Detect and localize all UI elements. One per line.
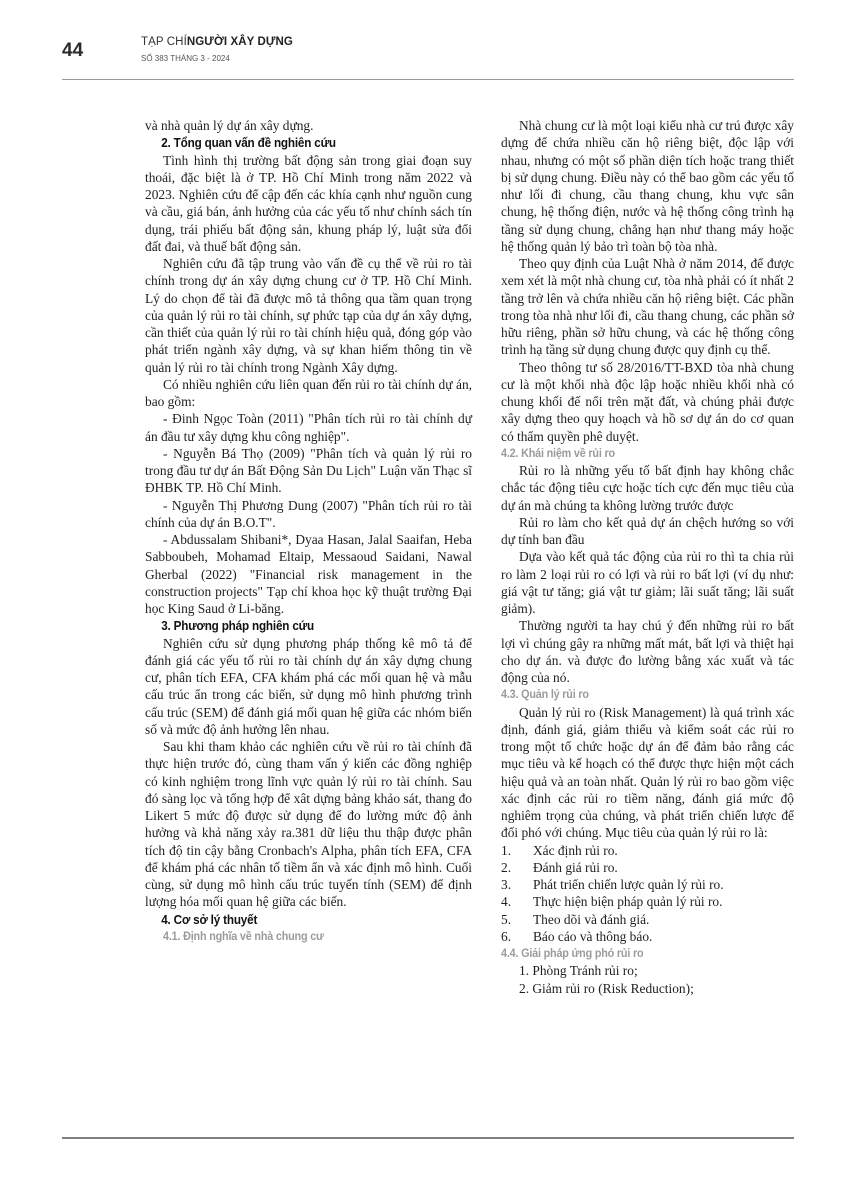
footer-divider bbox=[62, 1137, 794, 1139]
reference-item: - Đinh Ngọc Toàn (2011) "Phân tích rủi ro tài chính dự án đầu tư xây dựng khu công nghiệp". bbox=[145, 411, 472, 444]
paragraph: Rủi ro làm cho kết quả dự án chệch hướng so với dự tính ban đầu bbox=[501, 514, 794, 547]
journal-issue: SỐ 383 THÁNG 3 - 2024 bbox=[141, 54, 230, 63]
paragraph: Nhà chung cư là một loại kiểu nhà cư trú được xây dựng để chứa nhiều căn hộ riêng biệt, độc lập với nhau, nhưng có một số phần diện tích hoặc trang thiết bị sử dụng chung. Điều này có thể bao gồm các yếu tố như lối đi chung, cầu thang chung, khu vực sân chung, hệ thống điện, nước và hệ thống công trình hạ tầng sử dụng chung, chẳng hạn như thang máy hoặc hệ thống quản lý bảo trì toàn bộ tòa nhà. bbox=[501, 118, 794, 254]
journal-title bbox=[141, 36, 293, 48]
list-text: Theo dõi và đánh giá. bbox=[533, 911, 650, 927]
section-heading-method: 3. Phương pháp nghiên cứu bbox=[161, 618, 314, 634]
risk-objectives-list bbox=[501, 842, 794, 946]
solution-item: 2. Giảm rủi ro (Risk Reduction); bbox=[519, 980, 694, 996]
reference-item: - Abdussalam Shibani*, Dyaa Hasan, Jalal Saaifan, Heba Sabboubeh, Mohamad Eltaip, Messaoud Saidani, Nawal Gherbal (2022) "Financial risk management in the construction projects" Tạp chí khoa học kỹ thuật trường Đại học King Saud ở Li-băng. bbox=[145, 532, 472, 616]
subsection-heading-4-2: 4.2. Khái niệm về rủi ro bbox=[501, 445, 615, 460]
paragraph: Nghiên cứu sử dụng phương pháp thống kê mô tả để đánh giá các yếu tố rủi ro tài chính dự án xây dựng chung cư, phân tích EFA, CFA khám phá các mối quan hệ và mẫu cấu trúc ẩn trong các biến, sử dụng mô hình phương trình cấu trúc (SEM) để đánh giá mối quan hệ giữa các nhóm biến số và mức độ ảnh hưởng lên nhau. bbox=[145, 635, 472, 737]
list-number: 3. bbox=[501, 877, 512, 892]
reference-item: - Nguyễn Thị Phương Dung (2007) "Phân tích rủi ro tài chính của dự án B.O.T". bbox=[145, 497, 472, 530]
paragraph: và nhà quản lý dự án xây dựng. bbox=[145, 118, 314, 133]
subsection-heading-4-3: 4.3. Quản lý rủi ro bbox=[501, 687, 589, 702]
section-heading-theory: 4. Cơ sở lý thuyết bbox=[161, 911, 258, 927]
right-column bbox=[501, 117, 794, 997]
paragraph: Theo thông tư số 28/2016/TT-BXD tòa nhà chung cư là một khối nhà độc lập hoặc nhiều khối nhà có chung khối đế nổi trên mặt đất, và chúng phải được xây dựng theo quy hoạch và hồ sơ dự án do cơ quan có thẩm quyền phê duyệt. bbox=[501, 359, 794, 444]
paragraph: Tình hình thị trường bất động sản trong giai đoạn suy thoái, đặc biệt là ở TP. Hồ Chí Minh trong năm 2022 và 2023. Nghiên cứu để cập đến các khía cạnh như nguồn cung và cầu, giá bán, ảnh hưởng của các yếu tố như chính sách tín dụng, trái phiếu bất động sản, khung pháp lý, luật sửa đổi đất đai, và thuế bất động sản. bbox=[145, 152, 472, 254]
paragraph: Thường người ta hay chú ý đến những rủi ro bất lợi vì chúng gây ra những mất mát, bất lợi và thiệt hại cho dự án. và được đo lường bằng xác xuất và tác động của nó. bbox=[501, 618, 794, 685]
list-number: 1. bbox=[501, 842, 512, 858]
journal-prefix: TẠP CHÍ bbox=[141, 36, 187, 48]
header-divider bbox=[62, 79, 794, 80]
subsection-heading-4-1: 4.1. Định nghĩa về nhà chung cư bbox=[163, 928, 324, 943]
solution-item: 1. Phòng Tránh rủi ro; bbox=[519, 963, 638, 979]
list-number: 2. bbox=[501, 859, 512, 875]
list-item bbox=[501, 842, 794, 859]
paragraph: Sau khi tham khảo các nghiên cứu về rủi ro tài chính đã thực hiện trước đó, cùng tham vấn ý kiến các đồng nghiệp có kinh nghiệm trong lĩnh vực quản lý rủi ro tài chính. Sau đó sàng lọc và tổng hợp để xât dựng bảng khảo sát, thang đo Likert 5 mức độ được sử dụng để đo lường mức độ ảnh hưởng và khả năng xảy ra.381 dữ liệu thu thập được phân tích độ tin cậy bằng Cronbach's Alpha, phân tích EFA, CFA để khám phá các nhân tố tiềm ẩn và xác định mô hình. Cuối cùng, sử dụng mô hình cấu trúc tuyến tính (SEM) để định lượng hóa mối quan hệ giữa các biến. bbox=[145, 739, 472, 910]
reference-item: - Nguyễn Bá Thọ (2009) "Phân tích và quản lý rủi ro trong đầu tư dự án Bất Động Sản Du Lịch" Luận văn Thạc sĩ ĐHBK TP. Hồ Chí Minh. bbox=[145, 445, 472, 496]
list-number: 6. bbox=[501, 928, 512, 944]
list-text: Báo cáo và thông báo. bbox=[533, 928, 653, 944]
list-item bbox=[501, 893, 794, 910]
list-item bbox=[501, 911, 794, 928]
paragraph: Có nhiều nghiên cứu liên quan đến rủi ro tài chính dự án, bao gồm: bbox=[145, 376, 472, 409]
paragraph: Quản lý rủi ro (Risk Management) là quá trình xác định, đánh giá, giảm thiểu và kiểm soát các rủi ro trong một tổ chức hoặc dự án để đảm bảo rằng các mục tiêu và kế hoạch có thể được thực hiện một cách hiệu quả và an toàn nhất. Quản lý rủi ro bao gồm việc xác định các rủi ro tiềm năng, đánh giá mức độ nghiêm trọng của chúng, và phát triển chiến lược để đối phó với chúng. Mục tiêu của quản lý rủi ro là: bbox=[501, 704, 794, 841]
page-number: 44 bbox=[62, 40, 84, 61]
left-column bbox=[145, 117, 472, 945]
list-text: Phát triển chiến lược quản lý rủi ro. bbox=[533, 877, 724, 892]
paragraph: Rủi ro là những yếu tố bất định hay không chắc chắc tác động tiêu cực hoặc tích cực đến mục tiêu của dự án mà chúng ta không lường trước được bbox=[501, 463, 794, 513]
section-heading-overview: 2. Tổng quan vấn đề nghiên cứu bbox=[161, 135, 336, 151]
list-item bbox=[501, 859, 794, 876]
list-item bbox=[501, 876, 794, 893]
paragraph: Theo quy định của Luật Nhà ở năm 2014, để được xem xét là một nhà chung cư, tòa nhà phải có ít nhất 2 tầng trở lên và chứa nhiều căn hộ riêng biệt. Các phần trong tòa nhà như lối đi, cầu thang chung, các phần sở hữu riêng, phần sở hữu chung, và các hệ thống công trình hạ tầng sử dụng chung được quy định cụ thể. bbox=[501, 256, 794, 358]
list-number: 5. bbox=[501, 911, 512, 927]
list-text: Xác định rủi ro. bbox=[533, 842, 618, 858]
list-item bbox=[501, 928, 794, 945]
paragraph: Dựa vào kết quả tác động của rủi ro thì ta chia rủi ro làm 2 loại rủi ro có lợi và rủi ro bất lợi (ví dụ như: giá vật tư tăng; giá vật tư giảm; lãi suất tăng; lãi suất giảm). bbox=[501, 549, 794, 616]
subsection-heading-4-4: 4.4. Giải pháp ứng phó rủi ro bbox=[501, 946, 644, 960]
list-number: 4. bbox=[501, 894, 512, 910]
list-text: Đánh giá rủi ro. bbox=[533, 859, 618, 875]
paragraph: Nghiên cứu đã tập trung vào vấn đề cụ thể về rủi ro tài chính trong dự án xây dựng chung cư ở TP. Hồ Chí Minh. Lý do chọn để tài đã được mô tả thông qua tầm quan trọng của quản lý rủi ro tài chính, sự phức tạp của dự án xây dựng, cần thiết của quản lý rủi ro tài chính hiệu quả, đóng góp vào phát triển ngành xây dựng, và sự khan hiếm thông tin về quản lý rủi ro tài chính trong Ngành Xây dựng. bbox=[145, 256, 472, 375]
list-text: Thực hiện biện pháp quản lý rủi ro. bbox=[533, 894, 723, 910]
journal-name: NGƯỜI XÂY DỰNG bbox=[186, 36, 293, 48]
